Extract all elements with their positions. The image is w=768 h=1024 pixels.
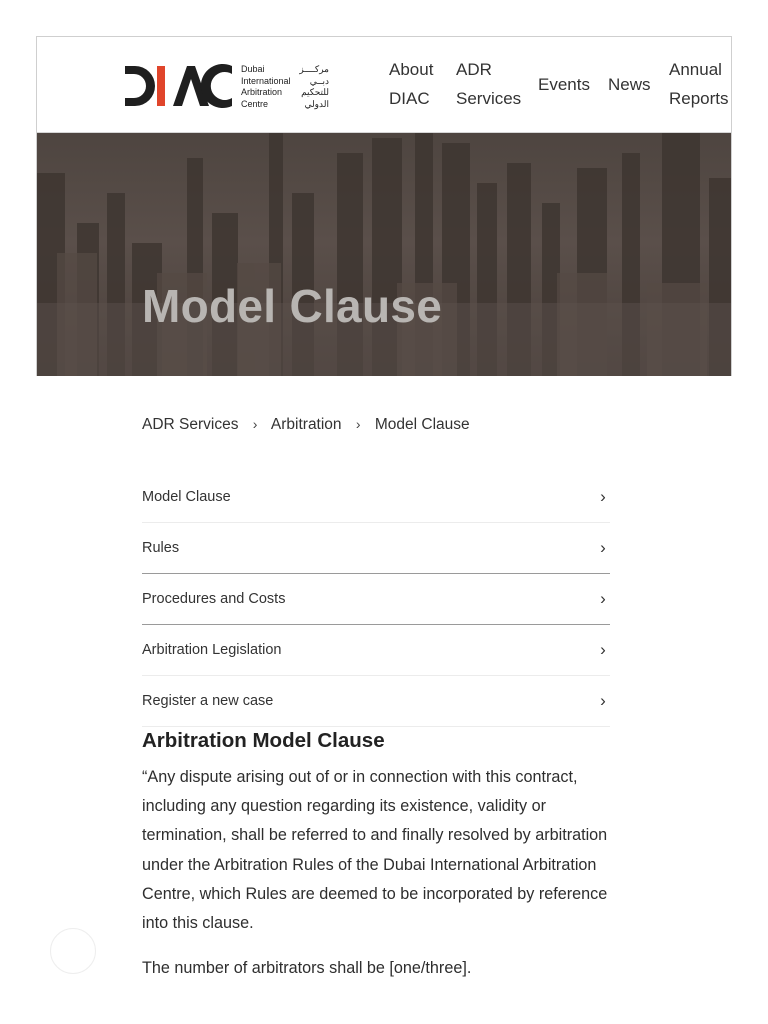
arbitrators-number-text: The number of arbitrators shall be [one/three].: [142, 959, 472, 978]
nav-annual-reports[interactable]: Annual Reports: [669, 60, 729, 108]
section-menu: [142, 472, 610, 727]
menu-item-label: Rules: [142, 540, 180, 556]
menu-item-arbitration-legislation[interactable]: [142, 625, 610, 676]
breadcrumb-separator-icon: ›: [355, 416, 361, 432]
nav-adr-services[interactable]: ADR Services: [456, 60, 522, 108]
breadcrumb: [142, 416, 470, 434]
menu-item-label: Model Clause: [142, 489, 231, 505]
site-header: [37, 37, 731, 133]
diac-logo-mark: [125, 63, 235, 109]
chevron-right-icon: ›: [600, 640, 606, 659]
hero-banner: [37, 133, 731, 376]
model-clause-text: “Any dispute arising out of or in connection with this contract, including any question regarding its existence, validity or termination, shall be referred to and finally resolved by arbitration under the Arbitration Rules of the Dubai International Arbitration Centre, which Rules are deemed to be incorporated by reference into this clause.: [142, 768, 608, 933]
chevron-right-icon: ›: [600, 538, 606, 557]
breadcrumb-current: Model Clause: [374, 416, 470, 433]
nav-about-diac[interactable]: About DIAC: [389, 60, 434, 108]
city-skyline-image: [37, 133, 731, 376]
menu-item-rules[interactable]: [142, 523, 610, 574]
floating-accessibility-button[interactable]: [50, 928, 96, 974]
chevron-right-icon: ›: [600, 691, 606, 710]
menu-item-label: Procedures and Costs: [142, 591, 286, 607]
diac-logo[interactable]: [125, 63, 345, 109]
menu-item-model-clause[interactable]: [142, 472, 610, 523]
menu-item-register-new-case[interactable]: [142, 676, 610, 727]
nav-news[interactable]: News: [608, 75, 651, 94]
nav-events[interactable]: Events: [538, 75, 590, 94]
hero-title: Model Clause: [142, 280, 443, 332]
chevron-right-icon: ›: [600, 487, 606, 506]
menu-item-procedures-and-costs[interactable]: [142, 574, 610, 625]
menu-item-label: Register a new case: [142, 693, 274, 709]
logo-english-name: Dubai International Arbitration Centre: [241, 64, 291, 109]
menu-item-label: Arbitration Legislation: [142, 642, 282, 658]
main-content: [142, 727, 632, 983]
breadcrumb-adr-services[interactable]: ADR Services: [142, 416, 239, 433]
breadcrumb-separator-icon: ›: [252, 416, 258, 432]
logo-arabic-name: مركــــز دبــي للتحكيم الدولي: [299, 64, 329, 109]
breadcrumb-arbitration[interactable]: Arbitration: [270, 416, 342, 433]
content-heading: Arbitration Model Clause: [142, 729, 385, 752]
chevron-right-icon: ›: [600, 589, 606, 608]
